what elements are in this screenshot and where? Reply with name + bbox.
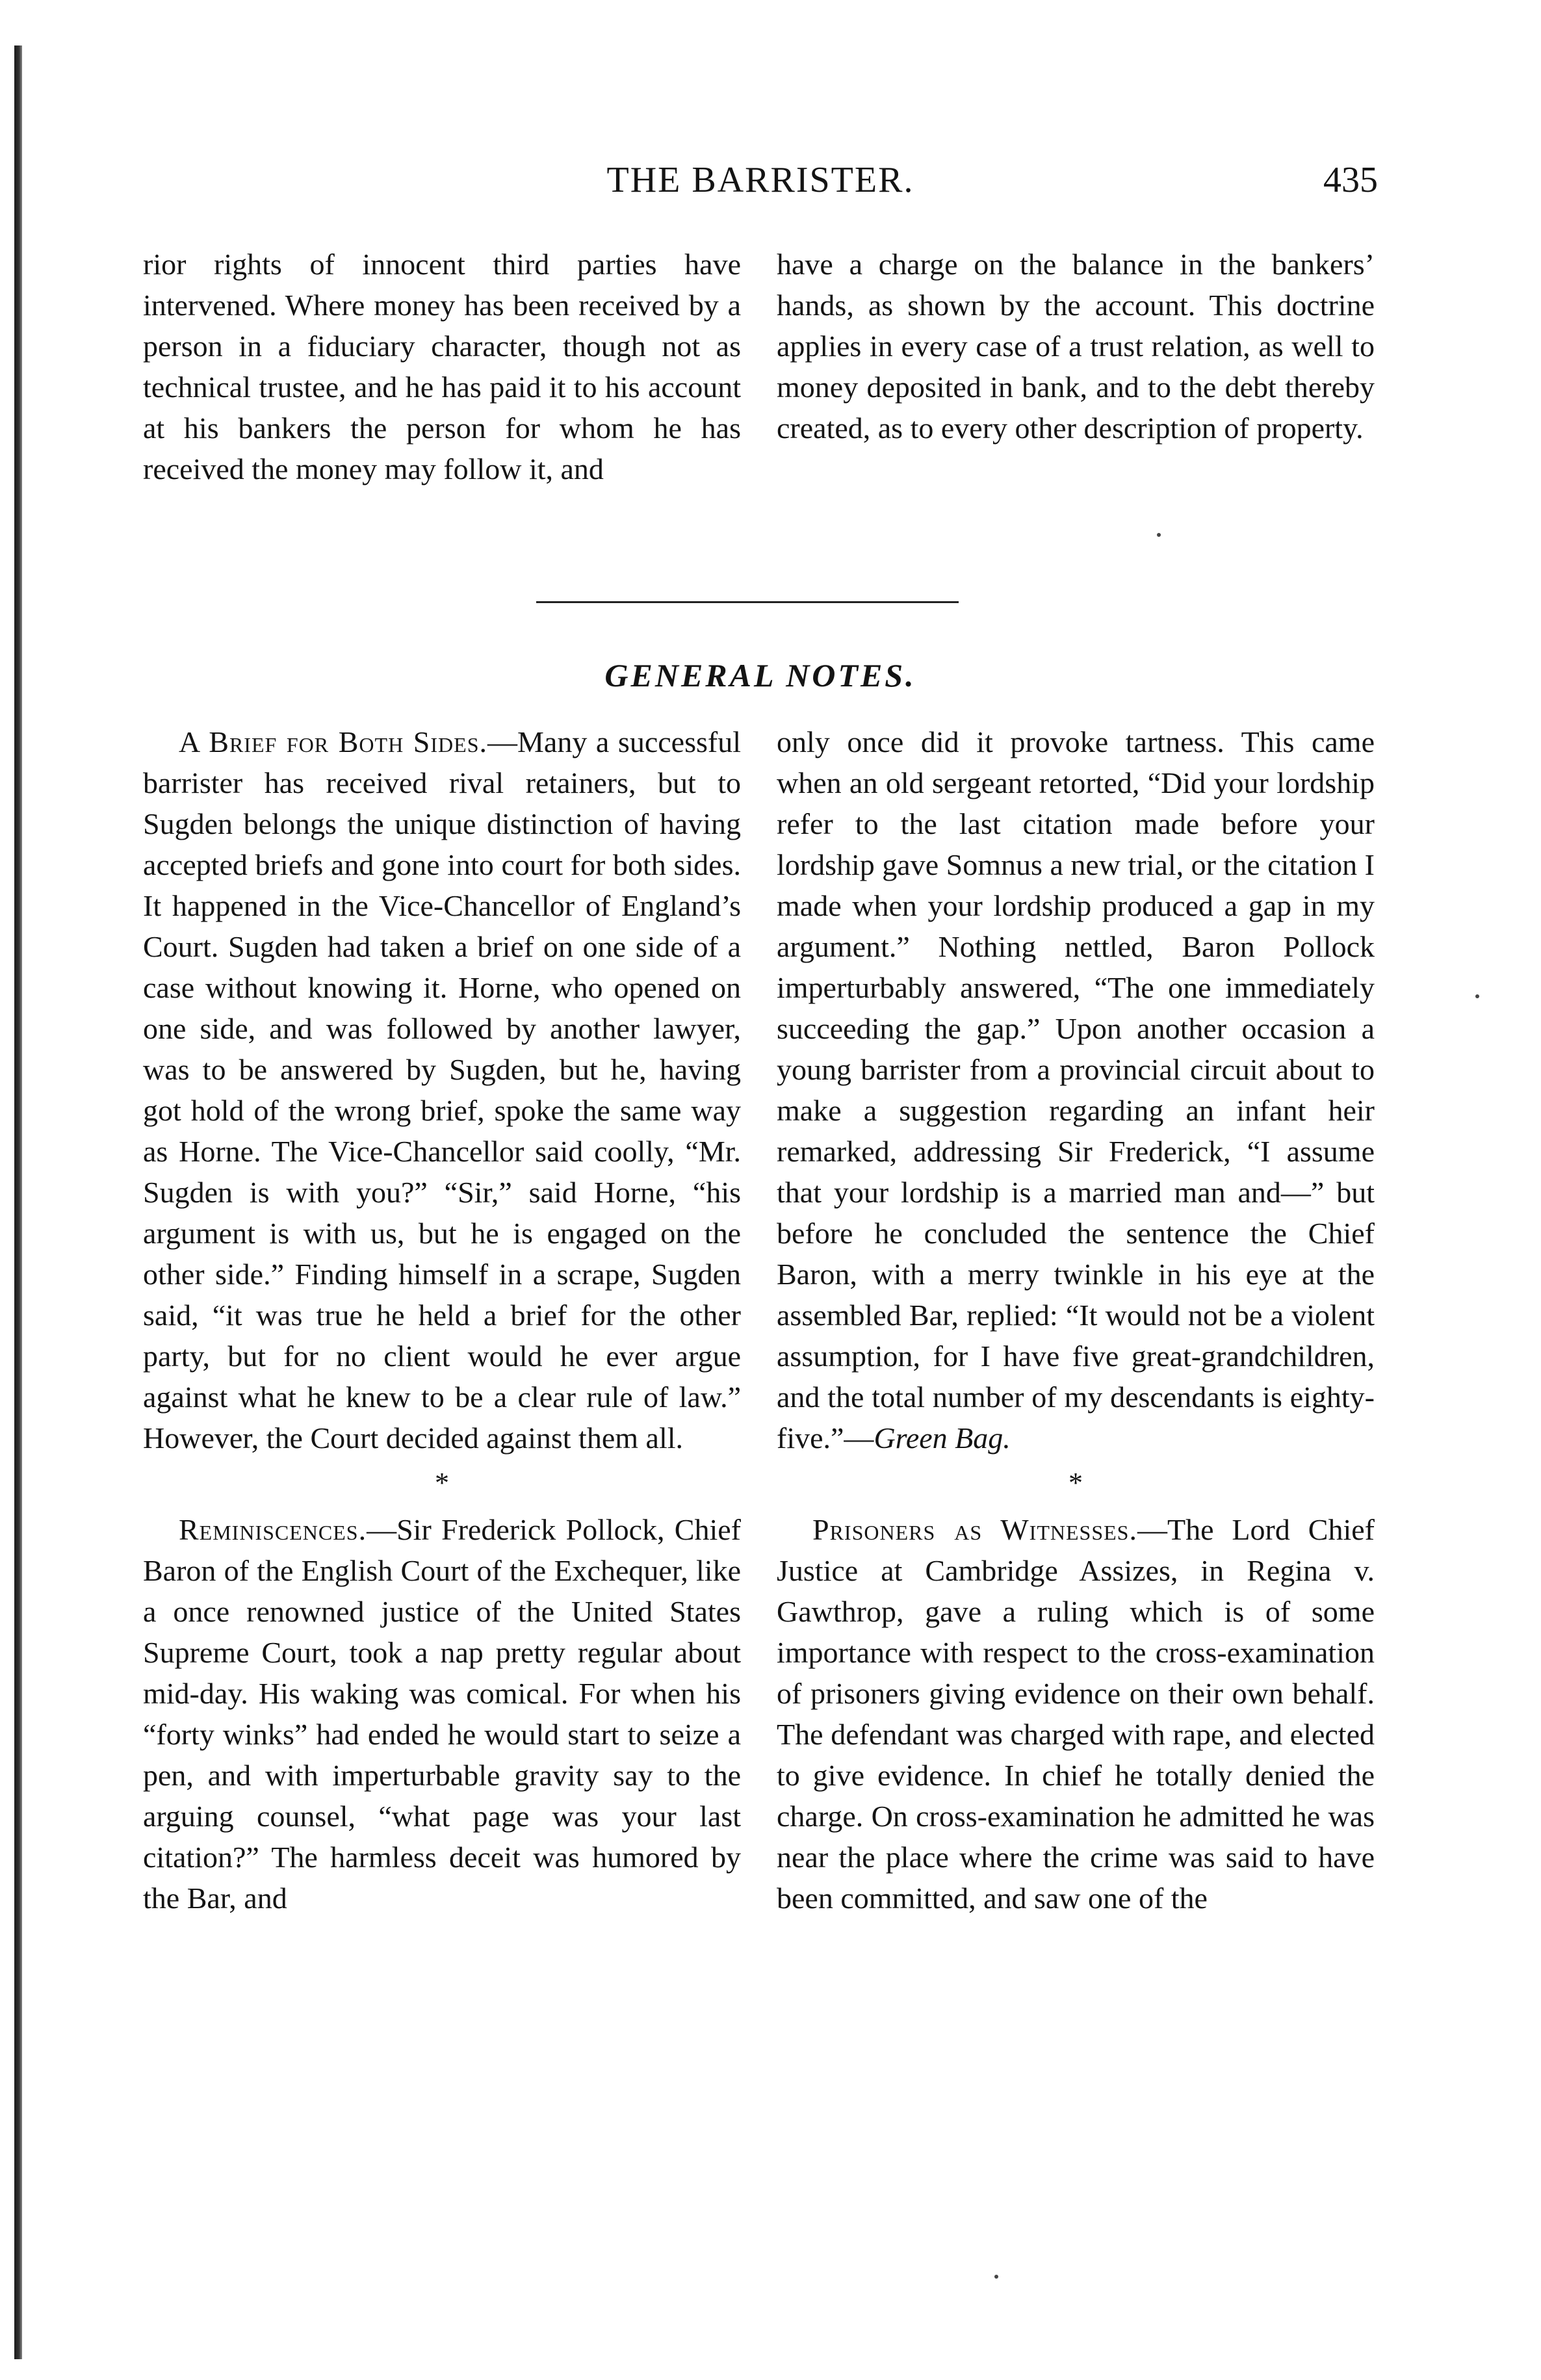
notes-left-column: [143, 721, 741, 1919]
article-prisoners-body: —The Lord Chief Justice at Cambridge Assizes, in Regina v. Gawthrop, gave a ruling which is of some importance with respect to the cross-examination of prisoners giving evidence on their own behalf. The defendant was charged with rape, and elected to give evidence. In chief he totally denied the charge. On cross-examination he admitted he was near the place where the crime was said to have been committed, and saw one of the: [777, 1513, 1375, 1915]
paper-speck: [1475, 994, 1479, 998]
top-right-column: [777, 244, 1375, 448]
top-left-column: [143, 244, 741, 489]
section-divider-rule: [536, 601, 959, 603]
page-header: [143, 159, 1378, 211]
scan-edge-shadow: [14, 45, 22, 2359]
section-title: GENERAL NOTES.: [604, 657, 916, 693]
paper-speck: [1157, 533, 1161, 537]
running-title: THE BARRISTER.: [606, 160, 914, 200]
article-prisoners-heading: Prisoners as Witnesses.: [812, 1513, 1137, 1546]
article-reminiscences-body-left: —Sir Frederick Pollock, Chief Baron of the English Court of the Exchequer, like a once renowned justice of the United States Supreme Court, took a nap pretty regular about mid-day. His waking was comical. For when his “forty winks” had ended he would start to seize a pen, and with imperturbable gravity say to the arguing counsel, “what page was your last citation?” The harmless deceit was humored by the Bar, and: [143, 1513, 741, 1915]
article-brief-heading: A Brief for Both Sides.: [179, 725, 487, 758]
article-brief-body: —Many a successful barrister has received rival retainers, but to Sugden belongs the unique distinction of having accepted briefs and gone into court for both sides. It happened in the Vice-Chancellor of England’s Court. Sugden had taken a brief on one side of a case without knowing it. Horne, who opened on one side, and was followed by another lawyer, was to be answered by Sugden, but he, having got hold of the wrong brief, spoke the same way as Horne. The Vice-Chancellor said coolly, “Mr. Sugden is with you?” “Sir,” said Horne, “his argument is with us, but he is engaged on the other side.” Finding himself in a scrape, Sugden said, “it was true he held a brief for the other party, but for no client would he ever argue against what he knew to be a clear rule of law.” However, the Court decided against them all.: [143, 725, 741, 1455]
notes-right-column: [777, 721, 1375, 1919]
top-left-paragraph: rior rights of innocent third parties have intervened. Where money has been received by a person in a fiduciary character, though not as technical trustee, and he has paid it to his account at his bankers the person for whom he has received the money may follow it, and: [143, 248, 741, 485]
article-reminiscences-start: [143, 1509, 741, 1919]
article-reminiscences-heading: Reminiscences.: [179, 1513, 367, 1546]
article-prisoners: [777, 1509, 1375, 1919]
page-number: 435: [1323, 160, 1378, 200]
asterisk-separator: *: [435, 1467, 449, 1499]
top-right-paragraph: have a charge on the balance in the bankers’ hands, as shown by the account. This doctrine applies in every case of a trust relation, as well to money deposited in bank, and to the debt thereby created, as to every other description of property.: [777, 248, 1375, 445]
article-reminiscences-body-right: only once did it provoke tartness. This came when an old sergeant retorted, “Did your lordship refer to the last citation made before your lordship gave Somnus a new trial, or the citation I made when your lordship produced a gap in my argument.” Nothing nettled, Baron Pollock imperturbably answered, “The one immediately succeeding the gap.” Upon another occasion a young barrister from a provincial circuit about to make a suggestion regarding an infant heir remarked, addressing Sir Frederick, “I assume that your lordship is a married man and—” but before he concluded the sentence the Chief Baron, with a merry twinkle in his eye at the assembled Bar, replied: “It would not be a violent assumption, for I have five great-grandchildren, and the total number of my descendants is eighty-five.”—: [777, 725, 1375, 1455]
article-reminiscences-continued: [777, 721, 1375, 1458]
paper-speck: [994, 2275, 998, 2279]
asterisk-separator-right: *: [1068, 1467, 1083, 1499]
article-reminiscences-source: Green Bag.: [874, 1421, 1011, 1455]
article-brief: [143, 721, 741, 1458]
